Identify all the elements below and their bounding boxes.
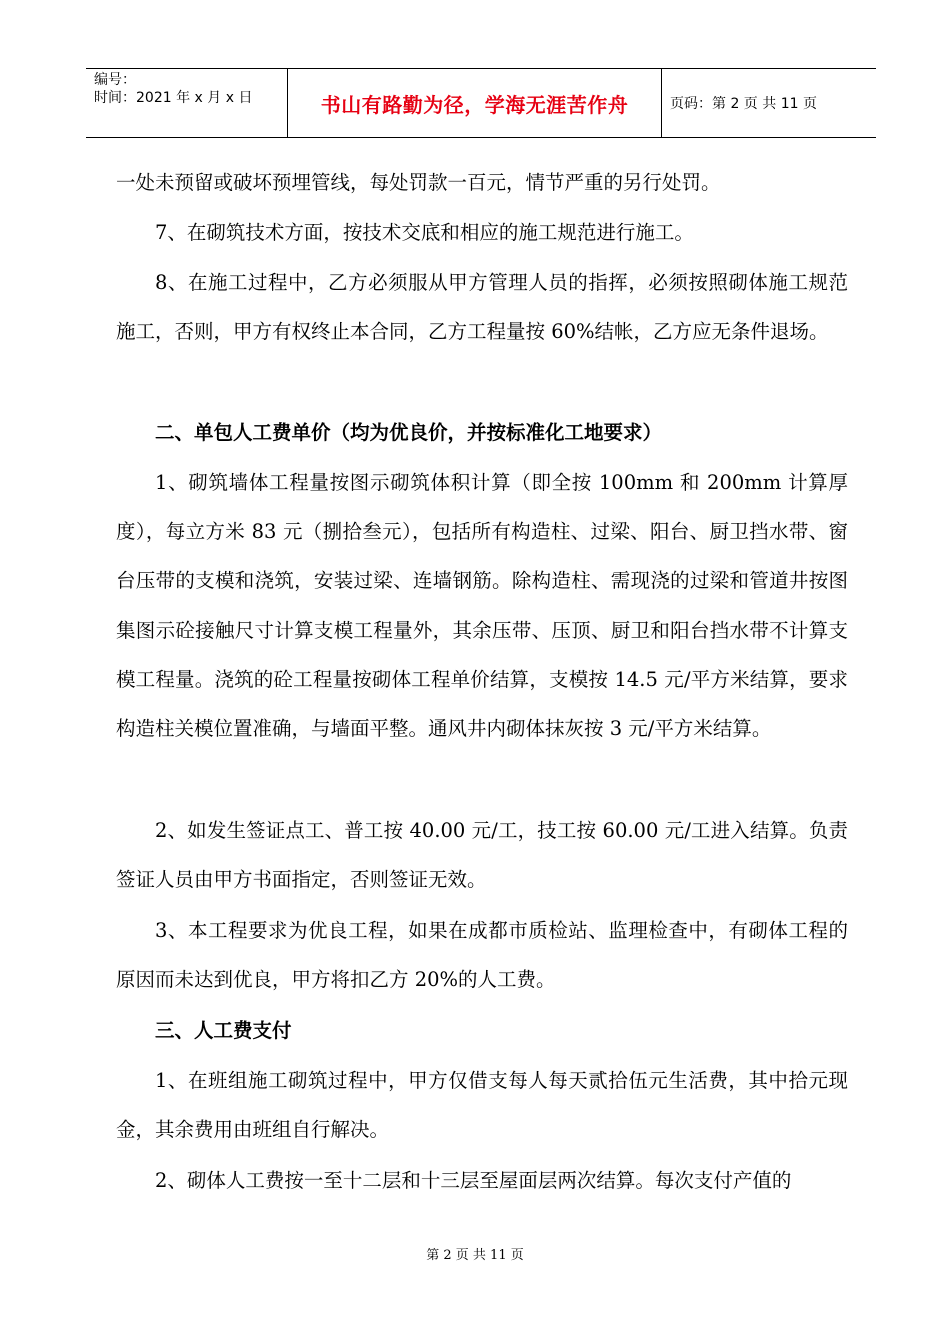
paragraph-item-7: 7、在砌筑技术方面，按技术交底和相应的施工规范进行施工。 — [155, 221, 694, 244]
page-header — [86, 68, 876, 138]
paragraph-3-2: 2、砌体人工费按一至十二层和十三层至屋面层两次结算。每次支付产值的 — [155, 1169, 792, 1192]
motto: 书山有路勤为径，学海无涯苦作舟 — [320, 92, 629, 117]
paragraph-2-2: 2、如发生签证点工、普工按 40.00 元/工，技工按 60.00 元/工进入结算。负责签证人员由甲方书面指定，否则签证无效。 — [116, 819, 848, 892]
paragraph-3-1: 1、在班组施工砌筑过程中，甲方仅借支每人每天贰拾伍元生活费，其中拾元现金，其余费用由班组自行解决。 — [116, 1069, 848, 1142]
paragraph-2-1: 1、砌筑墙体工程量按图示砌筑体积计算（即全按 100mm 和 200mm 计算厚度），每立方米 83 元（捌拾叁元），包括所有构造柱、过梁、阳台、厨卫挡水带、窗台压带的支模和浇筑，安装过梁、连墙钢筋。除构造柱、需现浇的过梁和管道井按图集图示砼接触尺寸计算支模工程量外，其余压带、压顶、厨卫和阳台挡水带不计算支模工程量。浇筑的砼工程量按砌体工程单价结算，支模按 14.5 元/平方米结算，要求构造柱关模位置准确，与墙面平整。通风井内砌体抹灰按 3 元/平方米结算。 — [116, 471, 848, 741]
section-heading-3: 三、人工费支付 — [155, 1019, 292, 1042]
header-meta — [86, 69, 288, 137]
header-page-cell — [662, 69, 876, 137]
number-label: 编号： — [94, 72, 136, 88]
page-footer: 第 2 页 共 11 页 — [426, 1248, 524, 1263]
header-motto-cell — [288, 69, 662, 137]
time-label: 时间：2021 年 x 月 x 日 — [94, 90, 253, 106]
paragraph-item-8: 8、在施工过程中，乙方必须服从甲方管理人员的指挥，必须按照砌体施工规范施工，否则，甲方有权终止本合同，乙方工程量按 60%结帐，乙方应无条件退场。 — [116, 271, 848, 344]
paragraph-continued: 一处未预留或破坏预埋管线，每处罚款一百元，情节严重的另行处罚。 — [116, 171, 721, 194]
paragraph-2-3: 3、本工程要求为优良工程，如果在成都市质检站、监理检查中，有砌体工程的原因而未达到优良，甲方将扣乙方 20%的人工费。 — [116, 919, 848, 992]
section-heading-2: 二、单包人工费单价（均为优良价，并按标准化工地要求） — [155, 421, 663, 444]
page-label: 页码：第 2 页 共 11 页 — [670, 96, 817, 112]
